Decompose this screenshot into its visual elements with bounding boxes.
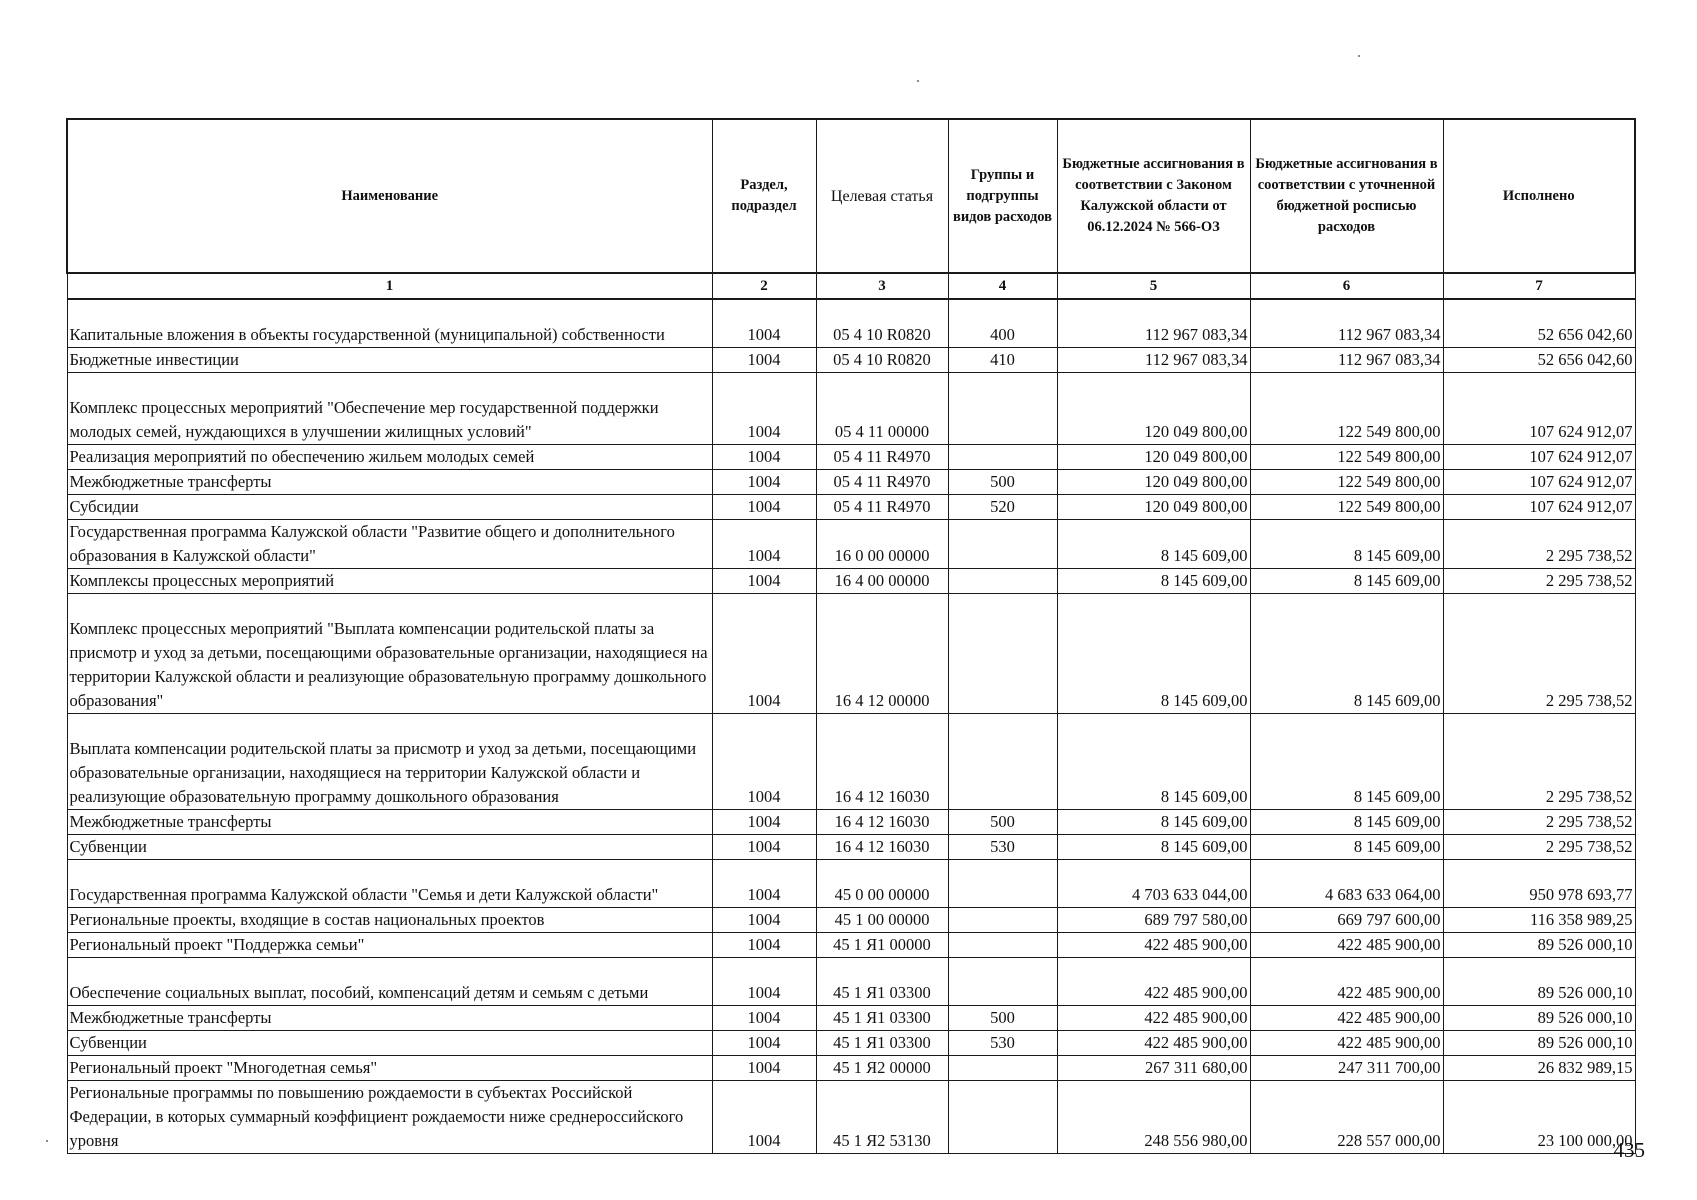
row-name: Государственная программа Калужской области "Развитие общего и дополнительного образования в Калужской области" [67,519,712,568]
row-expense-group: 530 [948,1030,1057,1055]
row-target-article: 05 4 10 R0820 [816,347,948,372]
table-row [67,519,1635,568]
header-refined-allocation: Бюджетные ассигнования в соответствии с уточненной бюджетной росписью расходов [1250,119,1443,273]
row-target-article: 45 1 Я1 03300 [816,1005,948,1030]
header-target-article: Целевая статья [816,119,948,273]
row-target-article: 05 4 10 R0820 [816,299,948,347]
header-expense-groups: Группы и подгруппы видов расходов [948,119,1057,273]
column-number: 5 [1057,273,1250,299]
row-law-allocation: 422 485 900,00 [1057,1005,1250,1030]
row-name: Субсидии [67,494,712,519]
row-target-article: 45 1 Я1 03300 [816,957,948,1005]
header-section: Раздел, подраздел [712,119,816,273]
table-row [67,907,1635,932]
row-executed: 26 832 989,15 [1443,1055,1635,1080]
row-expense-group [948,372,1057,444]
row-target-article: 05 4 11 R4970 [816,444,948,469]
row-section: 1004 [712,713,816,809]
row-name: Региональный проект "Многодетная семья" [67,1055,712,1080]
row-law-allocation: 8 145 609,00 [1057,834,1250,859]
column-number: 7 [1443,273,1635,299]
row-executed: 52 656 042,60 [1443,299,1635,347]
row-section: 1004 [712,469,816,494]
row-law-allocation: 120 049 800,00 [1057,494,1250,519]
table-row [67,593,1635,713]
row-name: Субвенции [67,1030,712,1055]
row-expense-group [948,859,1057,907]
row-name: Межбюджетные трансферты [67,469,712,494]
row-refined-allocation: 669 797 600,00 [1250,907,1443,932]
row-executed: 89 526 000,10 [1443,1005,1635,1030]
row-expense-group: 520 [948,494,1057,519]
table-row [67,469,1635,494]
row-expense-group [948,907,1057,932]
row-refined-allocation: 4 683 633 064,00 [1250,859,1443,907]
row-law-allocation: 8 145 609,00 [1057,713,1250,809]
row-target-article: 16 4 12 16030 [816,809,948,834]
column-number: 4 [948,273,1057,299]
row-section: 1004 [712,568,816,593]
row-executed: 107 624 912,07 [1443,444,1635,469]
row-law-allocation: 120 049 800,00 [1057,469,1250,494]
row-expense-group [948,593,1057,713]
scan-speck [46,1140,48,1142]
row-refined-allocation: 122 549 800,00 [1250,469,1443,494]
row-name: Капитальные вложения в объекты государственной (муниципальной) собственности [67,299,712,347]
row-executed: 107 624 912,07 [1443,372,1635,444]
row-executed: 107 624 912,07 [1443,469,1635,494]
row-refined-allocation: 122 549 800,00 [1250,444,1443,469]
column-number: 3 [816,273,948,299]
row-law-allocation: 112 967 083,34 [1057,347,1250,372]
row-expense-group [948,1055,1057,1080]
row-law-allocation: 422 485 900,00 [1057,932,1250,957]
row-target-article: 16 4 00 00000 [816,568,948,593]
row-section: 1004 [712,859,816,907]
row-name: Межбюджетные трансферты [67,1005,712,1030]
row-section: 1004 [712,809,816,834]
row-name: Региональный проект "Поддержка семьи" [67,932,712,957]
row-refined-allocation: 8 145 609,00 [1250,834,1443,859]
row-refined-allocation: 122 549 800,00 [1250,494,1443,519]
row-target-article: 16 4 12 16030 [816,834,948,859]
row-expense-group [948,444,1057,469]
column-number: 1 [67,273,712,299]
row-expense-group: 400 [948,299,1057,347]
header-row [67,119,1635,273]
header-name: Наименование [67,119,712,273]
row-section: 1004 [712,347,816,372]
table-row [67,809,1635,834]
table-row [67,347,1635,372]
row-target-article: 16 4 12 16030 [816,713,948,809]
row-name: Государственная программа Калужской области "Семья и дети Калужской области" [67,859,712,907]
row-law-allocation: 8 145 609,00 [1057,593,1250,713]
row-law-allocation: 248 556 980,00 [1057,1080,1250,1153]
row-name: Бюджетные инвестиции [67,347,712,372]
row-name: Субвенции [67,834,712,859]
row-section: 1004 [712,932,816,957]
column-number: 2 [712,273,816,299]
row-refined-allocation: 422 485 900,00 [1250,1030,1443,1055]
scan-speck [917,80,919,82]
row-refined-allocation: 112 967 083,34 [1250,299,1443,347]
row-executed: 2 295 738,52 [1443,593,1635,713]
row-name: Комплексы процессных мероприятий [67,568,712,593]
row-section: 1004 [712,1005,816,1030]
page-number: 435 [1613,1138,1645,1162]
row-law-allocation: 8 145 609,00 [1057,568,1250,593]
row-section: 1004 [712,1080,816,1153]
row-section: 1004 [712,834,816,859]
row-target-article: 45 1 Я1 03300 [816,1030,948,1055]
row-refined-allocation: 112 967 083,34 [1250,347,1443,372]
row-refined-allocation: 422 485 900,00 [1250,932,1443,957]
row-executed: 2 295 738,52 [1443,713,1635,809]
row-executed: 89 526 000,10 [1443,1030,1635,1055]
row-law-allocation: 4 703 633 044,00 [1057,859,1250,907]
table-row [67,957,1635,1005]
row-target-article: 05 4 11 00000 [816,372,948,444]
table-row [67,1005,1635,1030]
row-expense-group: 530 [948,834,1057,859]
row-law-allocation: 267 311 680,00 [1057,1055,1250,1080]
column-number-row [67,273,1635,299]
row-law-allocation: 422 485 900,00 [1057,1030,1250,1055]
row-law-allocation: 8 145 609,00 [1057,519,1250,568]
row-law-allocation: 112 967 083,34 [1057,299,1250,347]
table-row [67,568,1635,593]
row-section: 1004 [712,299,816,347]
row-name: Региональные проекты, входящие в состав национальных проектов [67,907,712,932]
row-expense-group [948,1080,1057,1153]
row-expense-group: 500 [948,1005,1057,1030]
budget-table [66,118,1636,1154]
table-row [67,859,1635,907]
row-executed: 2 295 738,52 [1443,834,1635,859]
row-executed: 107 624 912,07 [1443,494,1635,519]
row-name: Комплекс процессных мероприятий "Обеспечение мер государственной поддержки молодых семей, нуждающихся в улучшении жилищных условий" [67,372,712,444]
row-expense-group [948,519,1057,568]
scan-speck [1358,55,1360,57]
table-row [67,372,1635,444]
row-section: 1004 [712,1055,816,1080]
table-row [67,932,1635,957]
row-expense-group [948,957,1057,1005]
row-executed: 950 978 693,77 [1443,859,1635,907]
table-row [67,1030,1635,1055]
row-section: 1004 [712,593,816,713]
row-target-article: 45 1 00 00000 [816,907,948,932]
row-executed: 89 526 000,10 [1443,932,1635,957]
row-executed: 2 295 738,52 [1443,568,1635,593]
table-row [67,494,1635,519]
row-refined-allocation: 122 549 800,00 [1250,372,1443,444]
row-section: 1004 [712,957,816,1005]
row-section: 1004 [712,907,816,932]
row-target-article: 45 1 Я2 53130 [816,1080,948,1153]
row-law-allocation: 120 049 800,00 [1057,444,1250,469]
row-expense-group [948,713,1057,809]
row-law-allocation: 422 485 900,00 [1057,957,1250,1005]
row-section: 1004 [712,519,816,568]
header-law-allocation: Бюджетные ассигнования в соответствии с Законом Калужской области от 06.12.2024 № 566-ОЗ [1057,119,1250,273]
row-executed: 116 358 989,25 [1443,907,1635,932]
row-law-allocation: 120 049 800,00 [1057,372,1250,444]
row-executed: 52 656 042,60 [1443,347,1635,372]
row-target-article: 45 0 00 00000 [816,859,948,907]
row-executed: 2 295 738,52 [1443,809,1635,834]
row-expense-group [948,568,1057,593]
row-refined-allocation: 228 557 000,00 [1250,1080,1443,1153]
row-name: Выплата компенсации родительской платы за присмотр и уход за детьми, посещающими образовательные организации, находящиеся на территории Калужской области и реализующие образовательную программу дошкольного образования [67,713,712,809]
row-refined-allocation: 422 485 900,00 [1250,957,1443,1005]
row-refined-allocation: 8 145 609,00 [1250,568,1443,593]
table-row [67,1055,1635,1080]
row-target-article: 45 1 Я1 00000 [816,932,948,957]
row-section: 1004 [712,494,816,519]
row-executed: 2 295 738,52 [1443,519,1635,568]
table-row [67,1080,1635,1153]
row-refined-allocation: 247 311 700,00 [1250,1055,1443,1080]
row-law-allocation: 689 797 580,00 [1057,907,1250,932]
row-expense-group: 410 [948,347,1057,372]
header-executed: Исполнено [1443,119,1635,273]
row-executed: 23 100 000,00 [1443,1080,1635,1153]
row-section: 1004 [712,372,816,444]
row-target-article: 16 4 12 00000 [816,593,948,713]
row-refined-allocation: 8 145 609,00 [1250,519,1443,568]
column-number: 6 [1250,273,1443,299]
row-refined-allocation: 8 145 609,00 [1250,809,1443,834]
row-target-article: 05 4 11 R4970 [816,494,948,519]
row-name: Реализация мероприятий по обеспечению жильем молодых семей [67,444,712,469]
table-row [67,299,1635,347]
table-row [67,444,1635,469]
row-target-article: 45 1 Я2 00000 [816,1055,948,1080]
table-row [67,834,1635,859]
row-section: 1004 [712,1030,816,1055]
row-section: 1004 [712,444,816,469]
row-name: Межбюджетные трансферты [67,809,712,834]
table-row [67,713,1635,809]
row-refined-allocation: 8 145 609,00 [1250,593,1443,713]
row-expense-group: 500 [948,809,1057,834]
row-expense-group: 500 [948,469,1057,494]
row-name: Обеспечение социальных выплат, пособий, компенсаций детям и семьям с детьми [67,957,712,1005]
row-refined-allocation: 8 145 609,00 [1250,713,1443,809]
row-target-article: 16 0 00 00000 [816,519,948,568]
row-refined-allocation: 422 485 900,00 [1250,1005,1443,1030]
row-expense-group [948,932,1057,957]
row-name: Комплекс процессных мероприятий "Выплата компенсации родительской платы за присмотр и уход за детьми, посещающими образовательные организации, находящиеся на территории Калужской области и реализующие образовательную программу дошкольного образования" [67,593,712,713]
row-name: Региональные программы по повышению рождаемости в субъектах Российской Федерации, в которых суммарный коэффициент рождаемости ниже среднероссийского уровня [67,1080,712,1153]
row-law-allocation: 8 145 609,00 [1057,809,1250,834]
row-target-article: 05 4 11 R4970 [816,469,948,494]
row-executed: 89 526 000,10 [1443,957,1635,1005]
